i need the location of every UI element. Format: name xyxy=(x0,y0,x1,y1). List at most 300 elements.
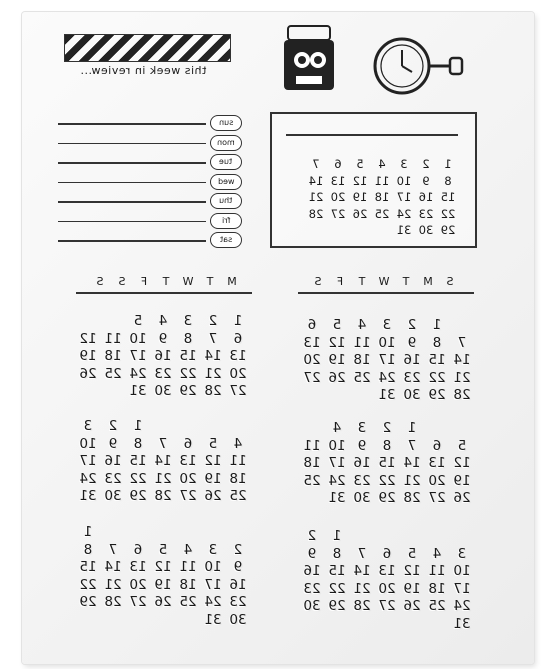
day-number: 13 xyxy=(303,334,321,351)
day-number: 19 xyxy=(154,576,172,593)
day-number: 18 xyxy=(179,576,197,593)
day-number: 4 xyxy=(158,313,168,329)
day-number: 8 xyxy=(432,334,442,351)
day-number: 21 xyxy=(154,470,172,487)
day-number: 25 xyxy=(179,594,197,610)
day-number: 23 xyxy=(353,472,371,489)
day-number: 9 xyxy=(233,559,243,575)
weekday-letter: T xyxy=(160,275,170,288)
day-number: 24 xyxy=(378,369,396,386)
day-number: 13 xyxy=(330,173,346,188)
day-number: 7 xyxy=(457,334,467,351)
day-number: 5 xyxy=(158,541,168,558)
day-number: 14 xyxy=(104,559,122,575)
calendar-week-row xyxy=(298,455,473,473)
day-number: 13 xyxy=(428,455,446,471)
day-number: 3 xyxy=(208,541,218,558)
calendar-week-row xyxy=(298,490,473,508)
day-number: 2 xyxy=(307,528,317,544)
week-row-line xyxy=(58,240,206,242)
day-number: 24 xyxy=(453,598,471,614)
day-number: 9 xyxy=(108,435,118,452)
day-number: 31 xyxy=(129,383,147,399)
day-number: 30 xyxy=(403,387,421,403)
weekday-label: fri xyxy=(221,215,231,225)
week-row xyxy=(52,212,242,232)
calendar-rows xyxy=(74,313,249,401)
day-number: 12 xyxy=(154,559,172,575)
day-number: 17 xyxy=(453,580,471,597)
day-number: 23 xyxy=(403,369,421,386)
day-number: 10 xyxy=(204,559,222,575)
day-number: 6 xyxy=(334,157,342,171)
banner-text: this week in review... xyxy=(80,64,207,77)
day-number: 16 xyxy=(418,190,434,204)
calendar-week-row xyxy=(74,383,249,401)
day-number: 29 xyxy=(378,490,396,506)
day-number: 5 xyxy=(332,317,342,333)
day-number: 9 xyxy=(307,545,317,562)
day-number: 2 xyxy=(422,157,430,171)
day-number: 19 xyxy=(79,348,97,364)
weekday-letter: M xyxy=(421,275,433,288)
day-number: 11 xyxy=(179,559,197,575)
day-number: 25 xyxy=(104,365,122,382)
day-number: 29 xyxy=(179,383,197,399)
calendar-week-row xyxy=(74,542,249,560)
weekday-letter: M xyxy=(225,275,237,288)
day-number: 29 xyxy=(129,488,147,504)
day-number: 5 xyxy=(457,437,467,454)
weekday-letter: S xyxy=(444,275,454,288)
day-number: 3 xyxy=(400,157,408,171)
mini-month-row xyxy=(299,222,459,239)
day-number: 20 xyxy=(428,472,446,489)
day-number: 28 xyxy=(204,383,222,399)
day-number: 21 xyxy=(403,472,421,489)
day-number: 25 xyxy=(303,472,321,489)
day-number: 10 xyxy=(328,437,346,454)
day-number: 4 xyxy=(183,541,193,558)
day-number: 26 xyxy=(453,490,471,506)
day-number: 10 xyxy=(378,334,396,351)
day-number: 25 xyxy=(229,488,247,504)
day-number: 18 xyxy=(374,190,390,204)
calendar-week-row xyxy=(298,528,473,546)
day-number: 29 xyxy=(428,387,446,403)
calendar-week-row xyxy=(74,313,249,331)
calendar-week-row xyxy=(298,438,473,456)
day-number: 17 xyxy=(396,190,412,204)
mini-month-row xyxy=(299,189,459,206)
day-number: 15 xyxy=(328,563,346,579)
day-number: 5 xyxy=(356,157,364,171)
calendar-week-row xyxy=(74,453,249,471)
week-row-line xyxy=(58,143,206,145)
weekday-letter: S xyxy=(116,275,126,288)
day-number: 20 xyxy=(179,470,197,487)
week-row xyxy=(52,153,242,173)
calendar-week-row xyxy=(74,348,249,366)
day-number: 16 xyxy=(154,348,172,364)
day-number: 12 xyxy=(352,173,368,188)
calendar-left-2 xyxy=(74,418,249,506)
week-row-line xyxy=(58,162,206,164)
day-number: 27 xyxy=(179,488,197,504)
day-number: 29 xyxy=(79,594,97,610)
day-number: 24 xyxy=(79,470,97,487)
weekday-pill xyxy=(210,193,242,209)
calendar-week-row xyxy=(298,598,473,616)
day-number: 10 xyxy=(129,330,147,347)
calendar-week-row xyxy=(298,546,473,564)
day-number: 8 xyxy=(444,173,452,188)
day-number: 20 xyxy=(303,352,321,368)
day-number: 15 xyxy=(378,455,396,471)
day-number: 26 xyxy=(204,488,222,504)
tape-ribbon-icon xyxy=(64,34,231,62)
week-row-line xyxy=(58,221,206,223)
week-row xyxy=(52,134,242,154)
day-number: 31 xyxy=(396,223,412,237)
calendar-week-row xyxy=(74,331,249,349)
day-number: 6 xyxy=(233,330,243,347)
day-number: 13 xyxy=(378,563,396,579)
day-number: 23 xyxy=(418,206,434,221)
calendar-week-row xyxy=(74,366,249,384)
day-number: 24 xyxy=(204,594,222,610)
day-number: 19 xyxy=(352,190,368,204)
day-number: 10 xyxy=(453,563,471,579)
right-calendar-header xyxy=(306,275,460,288)
day-number: 28 xyxy=(403,490,421,506)
day-number: 26 xyxy=(403,598,421,614)
day-number: 9 xyxy=(158,330,168,347)
day-number: 7 xyxy=(357,545,367,562)
day-number: 28 xyxy=(104,594,122,610)
day-number: 27 xyxy=(428,490,446,506)
day-number: 1 xyxy=(444,157,452,171)
day-number: 7 xyxy=(407,437,417,454)
day-number: 2 xyxy=(208,313,218,329)
mini-month-box xyxy=(270,112,477,248)
weekday-pill xyxy=(210,135,242,151)
day-number: 28 xyxy=(308,206,324,221)
calendar-left-3 xyxy=(74,524,249,629)
calendar-rows xyxy=(298,528,473,633)
day-number: 14 xyxy=(204,348,222,364)
weekday-letter: S xyxy=(312,275,322,288)
day-number: 28 xyxy=(353,598,371,614)
left-calendar-header xyxy=(88,275,242,288)
week-row xyxy=(52,173,242,193)
day-number: 30 xyxy=(229,611,247,628)
week-row-line xyxy=(58,182,206,184)
week-row xyxy=(52,192,242,212)
day-number: 30 xyxy=(303,598,321,614)
calendar-week-row xyxy=(74,594,249,612)
day-number: 4 xyxy=(233,435,243,452)
day-number: 8 xyxy=(382,437,392,454)
day-number: 11 xyxy=(353,334,371,351)
calendar-rows xyxy=(74,524,249,629)
stopwatch-icon xyxy=(366,30,472,102)
day-number: 16 xyxy=(303,563,321,579)
weekday-label: tue xyxy=(219,157,233,166)
mini-month-rows xyxy=(299,156,459,239)
day-number: 5 xyxy=(208,435,218,452)
day-number: 3 xyxy=(382,317,392,333)
day-number: 19 xyxy=(204,470,222,487)
calendar-left-1 xyxy=(74,313,249,401)
day-number: 17 xyxy=(79,453,97,469)
day-number: 6 xyxy=(432,437,442,454)
day-number: 9 xyxy=(357,437,367,454)
right-header-rule xyxy=(298,292,474,294)
day-number: 14 xyxy=(154,453,172,469)
day-number: 12 xyxy=(403,563,421,579)
day-number: 8 xyxy=(332,545,342,562)
day-number: 22 xyxy=(378,472,396,489)
day-number: 17 xyxy=(204,576,222,593)
day-number: 23 xyxy=(154,365,172,382)
day-number: 15 xyxy=(428,352,446,368)
day-number: 1 xyxy=(432,317,442,333)
day-number: 15 xyxy=(179,348,197,364)
day-number: 21 xyxy=(353,580,371,597)
weekday-label: wed xyxy=(217,176,235,186)
day-number: 18 xyxy=(428,580,446,597)
day-number: 24 xyxy=(328,472,346,489)
weekday-pill xyxy=(210,213,242,229)
calendar-right-1 xyxy=(298,317,473,405)
day-number: 3 xyxy=(357,420,367,436)
day-number: 29 xyxy=(328,598,346,614)
day-number: 12 xyxy=(453,455,471,471)
day-number: 24 xyxy=(129,365,147,382)
day-number: 27 xyxy=(378,598,396,614)
day-number: 25 xyxy=(353,369,371,386)
day-number: 22 xyxy=(179,365,197,382)
day-number: 19 xyxy=(453,472,471,489)
day-number: 29 xyxy=(440,223,456,237)
day-number: 27 xyxy=(129,594,147,610)
day-number: 7 xyxy=(312,157,320,171)
day-number: 16 xyxy=(229,576,247,593)
calendar-rows xyxy=(298,420,473,508)
day-number: 2 xyxy=(382,420,392,436)
day-number: 31 xyxy=(204,611,222,628)
day-number: 18 xyxy=(229,470,247,487)
calendar-week-row xyxy=(298,335,473,353)
day-number: 23 xyxy=(229,594,247,610)
day-number: 10 xyxy=(79,435,97,452)
day-number: 14 xyxy=(453,352,471,368)
weekday-label: thu xyxy=(219,196,233,205)
day-number: 12 xyxy=(328,334,346,351)
weekly-review-list xyxy=(52,114,242,251)
weekday-letter: F xyxy=(138,275,148,288)
day-number: 3 xyxy=(183,313,193,329)
day-number: 13 xyxy=(179,453,197,469)
day-number: 26 xyxy=(352,206,368,221)
day-number: 7 xyxy=(108,541,118,558)
day-number: 5 xyxy=(407,545,417,562)
day-number: 17 xyxy=(129,348,147,364)
day-number: 12 xyxy=(79,330,97,347)
day-number: 24 xyxy=(396,206,412,221)
day-number: 18 xyxy=(303,455,321,471)
day-number: 22 xyxy=(328,580,346,597)
day-number: 14 xyxy=(308,173,324,188)
day-number: 1 xyxy=(233,313,243,329)
mini-month-row xyxy=(299,173,459,190)
calendar-week-row xyxy=(298,387,473,405)
day-number: 19 xyxy=(328,352,346,368)
day-number: 9 xyxy=(422,173,430,188)
day-number: 13 xyxy=(129,559,147,575)
day-number: 6 xyxy=(183,435,193,452)
day-number: 17 xyxy=(328,455,346,471)
day-number: 15 xyxy=(440,190,456,204)
day-number: 11 xyxy=(104,330,122,347)
week-row-line xyxy=(58,201,206,203)
day-number: 11 xyxy=(428,563,446,579)
left-header-rule xyxy=(76,292,252,294)
day-number: 26 xyxy=(79,365,97,382)
day-number: 6 xyxy=(307,317,317,333)
day-number: 3 xyxy=(83,418,93,434)
calendar-week-row xyxy=(298,370,473,388)
calendar-week-row xyxy=(74,488,249,506)
day-number: 11 xyxy=(303,437,321,454)
day-number: 14 xyxy=(353,563,371,579)
day-number: 28 xyxy=(453,387,471,403)
weekday-letter: W xyxy=(376,275,390,288)
week-row xyxy=(52,114,242,134)
day-number: 11 xyxy=(374,173,390,188)
calendar-rows xyxy=(298,317,473,405)
week-row xyxy=(52,231,242,251)
day-number: 3 xyxy=(457,545,467,562)
day-number: 26 xyxy=(154,594,172,610)
calendar-week-row xyxy=(298,473,473,491)
day-number: 22 xyxy=(129,470,147,487)
calendar-week-row xyxy=(74,418,249,436)
day-number: 2 xyxy=(233,541,243,558)
day-number: 7 xyxy=(158,435,168,452)
day-number: 30 xyxy=(353,490,371,506)
weekday-letter: W xyxy=(180,275,194,288)
day-number: 2 xyxy=(407,317,417,333)
calendar-week-row xyxy=(298,420,473,438)
calendar-week-row xyxy=(298,581,473,599)
day-number: 4 xyxy=(332,420,342,436)
weekday-pill xyxy=(210,232,242,248)
day-number: 6 xyxy=(382,545,392,562)
weekday-letter: S xyxy=(94,275,104,288)
calendar-week-row xyxy=(74,559,249,577)
mini-box-header-line xyxy=(286,134,458,136)
day-number: 20 xyxy=(129,576,147,593)
day-number: 23 xyxy=(303,580,321,597)
day-number: 1 xyxy=(407,420,417,436)
day-number: 4 xyxy=(357,317,367,333)
day-number: 6 xyxy=(133,541,143,558)
day-number: 15 xyxy=(79,559,97,575)
day-number: 28 xyxy=(154,488,172,504)
day-number: 10 xyxy=(396,173,412,188)
weekday-pill xyxy=(210,115,242,131)
day-number: 27 xyxy=(229,383,247,399)
week-row-line xyxy=(58,123,206,125)
day-number: 22 xyxy=(79,576,97,593)
day-number: 8 xyxy=(183,330,193,347)
day-number: 5 xyxy=(133,313,143,329)
day-number: 16 xyxy=(353,455,371,471)
calendar-week-row xyxy=(298,317,473,335)
day-number: 16 xyxy=(403,352,421,368)
day-number: 1 xyxy=(133,418,143,434)
day-number: 9 xyxy=(407,334,417,351)
day-number: 31 xyxy=(378,387,396,403)
day-number: 18 xyxy=(353,352,371,368)
day-number: 25 xyxy=(374,206,390,221)
day-number: 31 xyxy=(328,490,346,506)
day-number: 25 xyxy=(428,598,446,614)
day-number: 30 xyxy=(154,383,172,399)
day-number: 30 xyxy=(418,223,434,237)
day-number: 8 xyxy=(133,435,143,452)
weekday-label: sun xyxy=(218,118,234,127)
calendar-week-row xyxy=(298,616,473,634)
day-number: 22 xyxy=(440,206,456,221)
day-number: 30 xyxy=(104,488,122,504)
day-number: 14 xyxy=(403,455,421,471)
calendar-week-row xyxy=(74,577,249,595)
day-number: 12 xyxy=(204,453,222,469)
day-number: 20 xyxy=(330,190,346,204)
photo-camera-icon xyxy=(280,24,338,94)
day-number: 18 xyxy=(104,348,122,364)
weekday-letter: T xyxy=(204,275,214,288)
day-number: 21 xyxy=(104,576,122,593)
day-number: 26 xyxy=(328,369,346,386)
day-number: 31 xyxy=(79,488,97,504)
calendar-week-row xyxy=(74,471,249,489)
weekday-label: mon xyxy=(217,137,235,147)
day-number: 1 xyxy=(83,524,93,540)
calendar-right-2 xyxy=(298,420,473,508)
mini-month-grid xyxy=(299,156,459,239)
day-number: 19 xyxy=(403,580,421,597)
calendar-week-row xyxy=(74,524,249,542)
day-number: 2 xyxy=(108,418,118,434)
day-number: 13 xyxy=(229,348,247,364)
day-number: 17 xyxy=(378,352,396,368)
day-number: 21 xyxy=(453,369,471,386)
mini-month-row xyxy=(299,156,459,173)
day-number: 23 xyxy=(104,470,122,487)
day-number: 11 xyxy=(229,453,247,469)
day-number: 21 xyxy=(308,190,324,204)
weekday-letter: F xyxy=(334,275,344,288)
day-number: 8 xyxy=(83,541,93,558)
day-number: 7 xyxy=(208,330,218,347)
calendar-week-row xyxy=(74,436,249,454)
weekday-letter: T xyxy=(356,275,366,288)
day-number: 15 xyxy=(129,453,147,469)
